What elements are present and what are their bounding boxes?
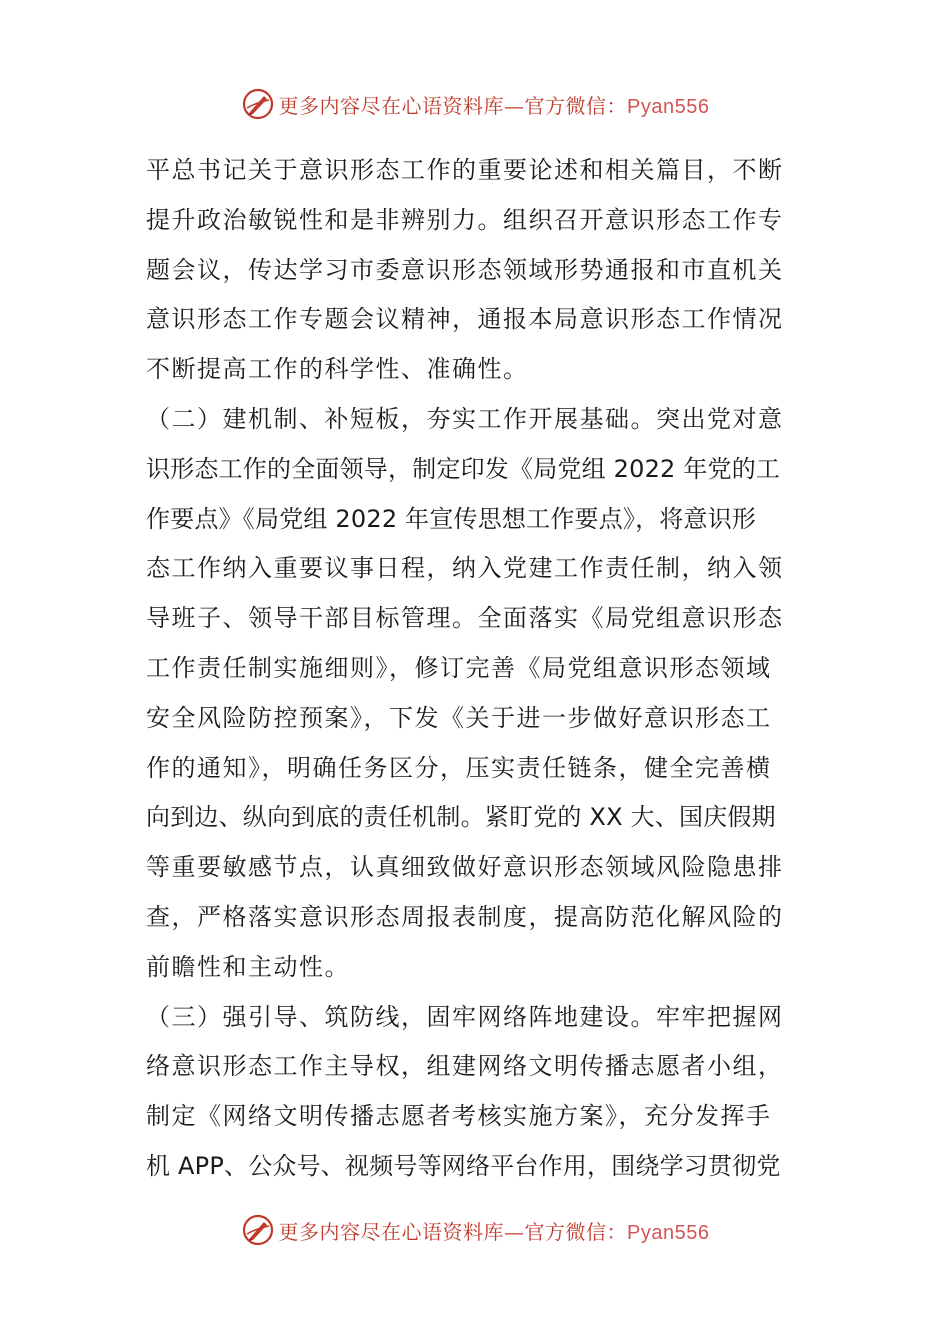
watermark-brand-text: 更多内容尽在心语资料库—官方微信：	[278, 93, 628, 118]
text-line: 题会议，传达学习市委意识形态领域形势通报和市直机关	[146, 255, 784, 284]
watermark-brand-text: 更多内容尽在心语资料库—官方微信：	[278, 1219, 628, 1244]
text-line: 前瞻性和主动性。	[146, 952, 350, 981]
text-line: 机 APP、公众号、视频号等网络平台作用，围绕学习贯彻党	[146, 1151, 781, 1180]
text-line: 安全风险防控预案》，下发《关于进一步做好意识形态工	[146, 703, 772, 732]
text-line: 工作责任制实施细则》，修订完善《局党组意识形态领域	[146, 653, 772, 682]
text-line: 作的通知》，明确任务区分，压实责任链条，健全完善横	[146, 753, 772, 782]
watermark-wechat-id: Pyan556	[627, 1221, 710, 1244]
watermark-banner-top	[0, 82, 950, 126]
text-line: 导班子、领导干部目标管理。全面落实《局党组意识形态	[146, 604, 784, 633]
text-line: 等重要敏感节点，认真细致做好意识形态领域风险隐患排	[146, 853, 784, 882]
text-line: 提升政治敏锐性和是非辨别力。组织召开意识形态工作专	[146, 205, 784, 234]
text-line: 平总书记关于意识形态工作的重要论述和相关篇目，不断	[146, 156, 784, 184]
text-line: 态工作纳入重要议事日程，纳入党建工作责任制，纳入领	[146, 554, 784, 583]
text-line: 不断提高工作的科学性、准确性。	[146, 355, 529, 384]
pen-logo-icon	[241, 1213, 275, 1247]
pen-logo-icon	[241, 87, 275, 121]
watermark-banner-bottom	[0, 1208, 950, 1252]
text-line: 络意识形态工作主导权，组建网络文明传播志愿者小组，	[146, 1052, 784, 1081]
text-line: 意识形态工作专题会议精神，通报本局意识形态工作情况	[146, 305, 784, 334]
text-line: 识形态工作的全面领导，制定印发《局党组 2022 年党的工	[146, 454, 781, 483]
document-body	[146, 146, 806, 1192]
text-line: （三）强引导、筑防线，固牢网络阵地建设。牢牢把握网	[146, 1002, 784, 1031]
text-line: 制定《网络文明传播志愿者考核实施方案》，充分发挥手	[146, 1102, 772, 1131]
text-line: 向到边、纵向到底的责任机制。紧盯党的 XX 大、国庆假期	[146, 803, 776, 832]
text-line: 作要点》《局党组 2022 年宣传思想工作要点》，将意识形	[146, 504, 757, 533]
text-line: 查，严格落实意识形态周报表制度，提高防范化解风险的	[146, 902, 784, 931]
watermark-wechat-id: Pyan556	[627, 95, 710, 118]
text-line: （二）建机制、补短板，夯实工作开展基础。突出党对意	[146, 404, 784, 433]
